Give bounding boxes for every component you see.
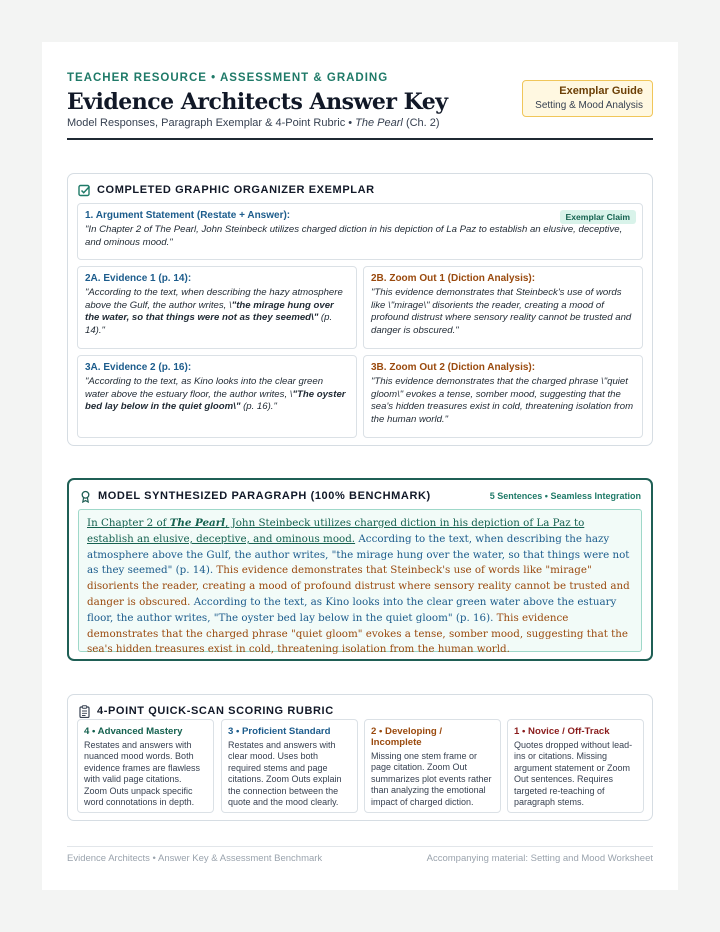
evidence-2-title: 3A. Evidence 2 (p. 16): — [85, 362, 192, 373]
zoom-out-1-box — [363, 266, 643, 349]
paragraph-heading — [79, 488, 431, 504]
rubric-level-3-title: 3 • Proficient Standard — [228, 726, 331, 737]
ribbon-icon — [79, 490, 92, 503]
zoom-out-2-box — [363, 355, 643, 438]
clipboard-icon — [78, 705, 91, 718]
rubric-level-2-title: 2 • Developing / Incomplete — [371, 726, 443, 748]
page-header — [67, 72, 653, 140]
footer-right-text: Accompanying material: Setting and Mood Worksheet — [426, 853, 653, 864]
subtitle-book: The Pearl — [355, 117, 403, 129]
header-divider — [67, 138, 653, 140]
zoom-out-2-text: "This evidence demonstrates that the charged phrase \"quiet gloom\" evokes a tense, somber mood, suggesting that the sea's hidden treasures exist in cold, threatening isolation from the human world." — [371, 376, 634, 425]
scoring-rubric-card — [67, 694, 653, 821]
evidence-2-text: "According to the text, as Kino looks into the clear green water above the estuary floor, the author writes, \"The oyster bed lay below in the quiet gloom\" (p. 16)." — [85, 376, 346, 413]
rubric-level-4-text: Restates and answers with nuanced mood words. Both evidence frames are flawless with valid page citations. Zoom Outs unpack specific word connotations in depth. — [84, 740, 201, 808]
rubric-level-2 — [364, 719, 501, 813]
zoom-out-1-title: 2B. Zoom Out 1 (Diction Analysis): — [371, 273, 536, 284]
rubric-level-1-text: Quotes dropped without lead-ins or citations. Missing argument statement or Zoom Out sentences. Requires targeted re-teaching of paragraph stems. — [514, 740, 633, 808]
model-paragraph-text — [78, 509, 642, 656]
rubric-heading — [78, 703, 334, 719]
rubric-heading-label: 4-POINT QUICK-SCAN SCORING RUBRIC — [97, 705, 334, 717]
rubric-level-4-title: 4 • Advanced Mastery — [84, 726, 183, 737]
zoom-out-2-title: 3B. Zoom Out 2 (Diction Analysis): — [371, 362, 536, 373]
evidence-1-box — [77, 266, 357, 349]
rubric-level-3 — [221, 719, 358, 813]
argument-statement-title: 1. Argument Statement (Restate + Answer): — [85, 210, 291, 221]
paragraph-evidence-1: According to the text, when describing the hazy atmosphere above the Gulf, the author writes, "the mirage hung over the water, so that things were not as they seemed" (p. 14). — [87, 532, 630, 577]
rubric-level-4 — [77, 719, 214, 813]
paragraph-meta: 5 Sentences • Seamless Integration — [489, 491, 641, 501]
checkbox-icon — [78, 184, 91, 197]
footer-left-text: Evidence Architects • Answer Key & Assessment Benchmark — [67, 853, 323, 864]
page-title: Evidence Architects Answer Key — [67, 89, 448, 115]
graphic-organizer-card — [67, 173, 653, 446]
paragraph-heading-label: MODEL SYNTHESIZED PARAGRAPH (100% BENCHMARK) — [98, 490, 431, 502]
zoom-out-1-text: "This evidence demonstrates that Steinbeck's use of words like \"mirage\" disorients the reader, creating a mood of profound distrust where sensory reality cannot be trusted and danger is obscured." — [371, 287, 632, 336]
evidence-2-box — [77, 355, 357, 438]
exemplar-guide-badge — [522, 80, 653, 117]
badge-subtitle: Setting & Mood Analysis — [535, 100, 643, 111]
argument-statement-text: "In Chapter 2 of The Pearl, John Steinbeck utilizes charged diction in his depiction of La Paz to establish an elusive, deceptive, and ominous mood." — [85, 224, 623, 248]
subtitle-suffix: (Ch. 2) — [405, 117, 440, 129]
model-paragraph-card — [67, 478, 653, 661]
argument-statement-box — [77, 203, 643, 260]
paragraph-evidence-2: According to the text, as Kino looks into the clear green water above the estuary floor, the author writes, "The oyster bed lay below in the quiet gloom" (p. 16). — [87, 595, 617, 624]
answer-key-page — [42, 42, 678, 890]
paragraph-claim-sentence: In Chapter 2 of The Pearl, John Steinbeck utilizes charged diction in his depiction of La Paz to establish an elusive, deceptive, and ominous mood. — [87, 517, 585, 545]
evidence-1-text: "According to the text, when describing the hazy atmosphere above the Gulf, the author writes, \"the mirage hung over the water, so that things were not as they seemed\" (p. 14)." — [85, 287, 343, 336]
evidence-1-title: 2A. Evidence 1 (p. 14): — [85, 273, 192, 284]
rubric-level-1 — [507, 719, 644, 813]
rubric-level-3-text: Restates and answers with clear mood. Uses both required stems and page citations. Zoom Outs explain the connection between the quote and the mood clearly. — [228, 740, 342, 808]
paragraph-zoom-out-2: This evidence demonstrates that the charged phrase "quiet gloom" evokes a tense, somber mood, suggesting that the sea's hidden treasures exist in cold, threatening isolation from the human world. — [87, 611, 628, 656]
organizer-heading — [78, 182, 375, 198]
badge-title: Exemplar Guide — [559, 85, 643, 97]
page-subtitle — [67, 117, 440, 129]
rubric-level-2-text: Missing one stem frame or page citation. Zoom Out summarizes plot events rather than analyzing the emotional impact of charged diction. — [371, 751, 492, 807]
paragraph-zoom-out-1: This evidence demonstrates that Steinbeck's use of words like "mirage" disorients the reader, creating a mood of profound distrust where sensory reality cannot be trusted and danger is obscured. — [87, 564, 630, 608]
rubric-level-1-title: 1 • Novice / Off-Track — [514, 726, 610, 737]
organizer-heading-label: COMPLETED GRAPHIC ORGANIZER EXEMPLAR — [97, 184, 375, 196]
eyebrow-label: TEACHER RESOURCE • ASSESSMENT & GRADING — [67, 72, 389, 84]
footer-divider — [67, 846, 653, 847]
exemplar-claim-tag: Exemplar Claim — [560, 210, 636, 224]
subtitle-prefix: Model Responses, Paragraph Exemplar & 4-Point Rubric • — [67, 117, 353, 129]
